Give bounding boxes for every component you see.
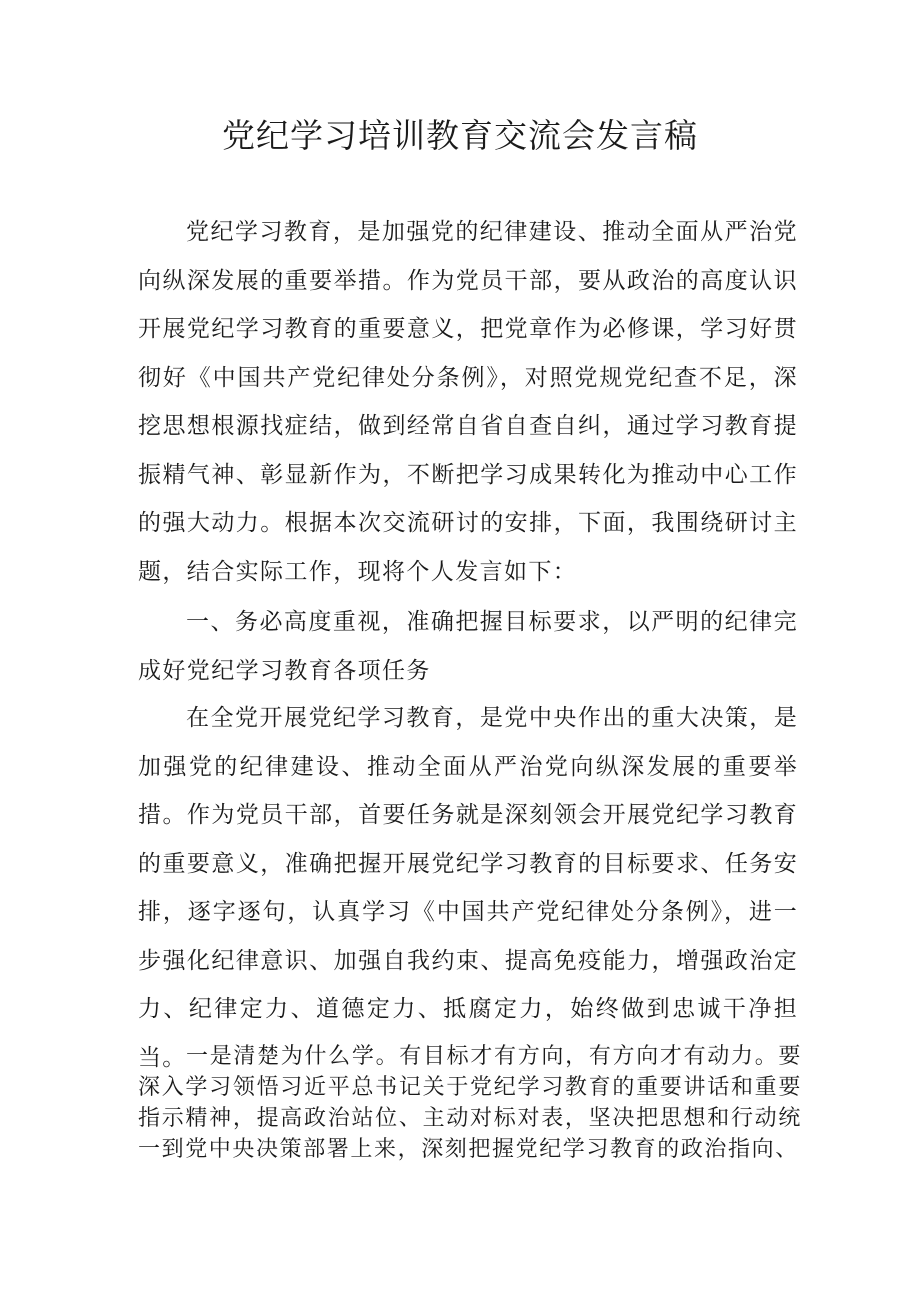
section-one-paragraph: 在全党开展党纪学习教育，是党中央作出的重大决策，是加强党的纪律建设、推动全面从严治党向纵深发展的重要举措。作为党员干部，首要任务就是深刻领会开展党纪学习教育的重要意义，准确把握开展党纪学习教育的目标要求、任务安排，逐字逐句，认真学习《中国共产党纪律处分条例》，进一步强化纪律意识、加强自我约束、提高免疫能力，增强政治定力、纪律定力、道德定力、抵腐定力，始终做到忠诚干净担当。 [138, 705, 798, 1071]
section-heading-one: 一、务必高度重视，准确把握目标要求，以严明的纪律完成好党纪学习教育各项任务 [138, 609, 798, 684]
point-one-paragraph: 一是清楚为什么学。有目标才有方向，有方向才有动力。要深入学习领悟习近平总书记关于党纪学习教育的重要讲话和重要指示精神，提高政治站位、主动对标对表，坚决把思想和行动统一到党中央决策部署上来，深刻把握党纪学习教育的政治指向、 [138, 1044, 802, 1162]
document-title: 党纪学习培训教育交流会发言稿 [222, 116, 698, 155]
intro-paragraph: 党纪学习教育，是加强党的纪律建设、推动全面从严治党向纵深发展的重要举措。作为党员干部，要从政治的高度认识开展党纪学习教育的重要意义，把党章作为必修课，学习好贯彻好《中国共产党纪律处分条例》，对照党规党纪查不足，深挖思想根源找症结，做到经常自省自查自纠，通过学习教育提振精气神、彰显新作为，不断把学习成果转化为推动中心工作的强大动力。根据本次交流研讨的安排，下面，我围绕研讨主题，结合实际工作，现将个人发言如下： [138, 219, 798, 585]
